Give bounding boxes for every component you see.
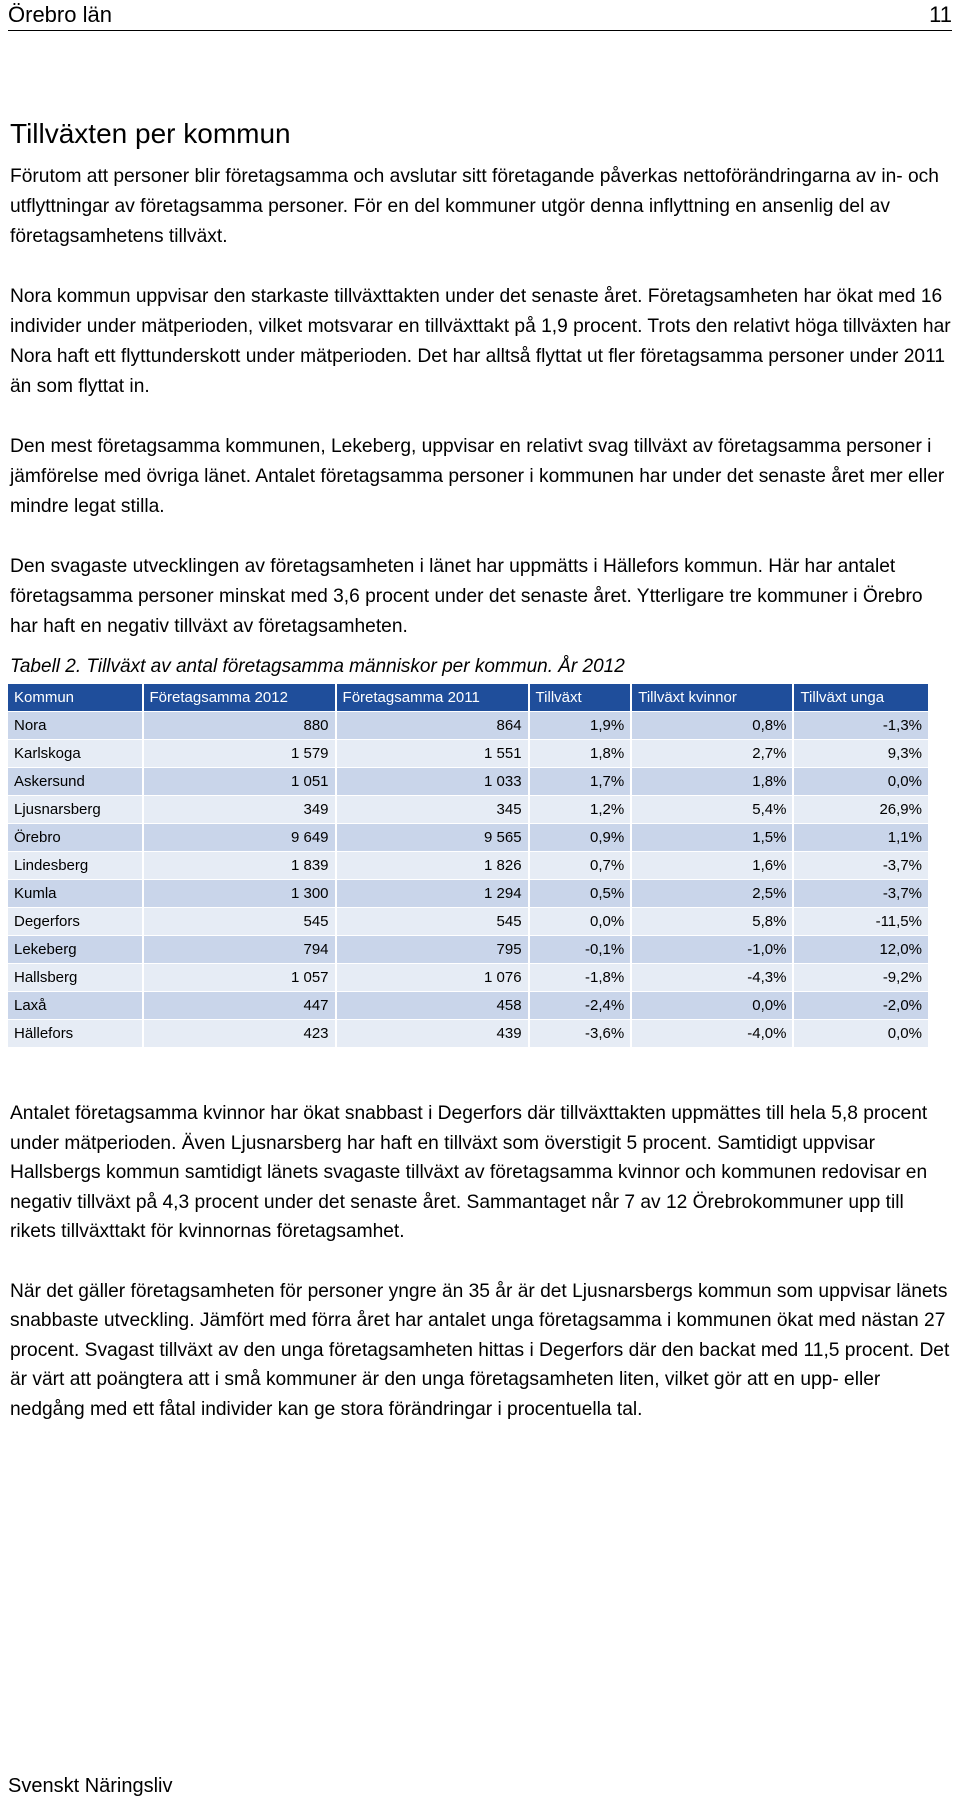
value-cell: 1 033 [337, 767, 530, 795]
kommun-cell: Askersund [8, 767, 144, 795]
value-cell: 1,7% [530, 767, 633, 795]
value-cell: 1,2% [530, 795, 633, 823]
kommun-cell: Lekeberg [8, 935, 144, 963]
paragraph: När det gäller företagsamheten för personer yngre än 35 år är det Ljusnarsbergs kommun som uppvisar länets snabbaste utveckling. Jämfört med förra året har antalet unga företagsamma i kommunen ökat med nästan 27 procent. Svagast tillväxt av den unga företagsamheten hittas i Degerfors där den backat med 11,5 procent. Det är värt att poängtera att i små kommuner är den unga företagsamheten liten, vilket gör att en upp- eller nedgång med ett fåtal individer kan ge stora förändringar i procentuella tal. [10, 1280, 950, 1420]
paragraph: Den mest företagsamma kommunen, Lekeberg, uppvisar en relativt svag tillväxt av företagsamma personer i jämförelse med övriga länet. Antalet företagsamma personer i kommunen har under det senaste året mer eller mindre legat stilla. [10, 436, 945, 518]
table-caption: Tabell 2. Tillväxt av antal företagsamma människor per kommun. År 2012 [10, 656, 625, 678]
value-cell: -11,5% [794, 907, 930, 935]
value-cell: 345 [337, 795, 530, 823]
value-cell: -1,0% [632, 935, 794, 963]
page-number: 11 [929, 2, 952, 27]
value-cell: 1,5% [632, 823, 794, 851]
table-row [8, 823, 930, 851]
kommun-cell: Laxå [8, 991, 144, 1019]
analysis-text [10, 1099, 952, 1424]
value-cell: 1 076 [337, 963, 530, 991]
kommun-cell: Ljusnarsberg [8, 795, 144, 823]
table-row [8, 935, 930, 963]
value-cell: 423 [144, 1019, 337, 1047]
growth-table [8, 684, 930, 1047]
value-cell: 545 [337, 907, 530, 935]
value-cell: 0,0% [794, 1019, 930, 1047]
table-row [8, 851, 930, 879]
value-cell: -0,1% [530, 935, 633, 963]
value-cell: 9 565 [337, 823, 530, 851]
value-cell: 0,5% [530, 879, 633, 907]
table-row [8, 739, 930, 767]
table-row [8, 991, 930, 1019]
value-cell: -3,6% [530, 1019, 633, 1047]
table-row [8, 907, 930, 935]
table-row [8, 711, 930, 739]
region-title: Örebro län [8, 2, 112, 27]
kommun-cell: Örebro [8, 823, 144, 851]
value-cell: 1,8% [530, 739, 633, 767]
value-cell: 1,9% [530, 711, 633, 739]
page-header [8, 2, 952, 31]
value-cell: 1 839 [144, 851, 337, 879]
value-cell: 12,0% [794, 935, 930, 963]
table-row [8, 767, 930, 795]
value-cell: 26,9% [794, 795, 930, 823]
value-cell: 1 551 [337, 739, 530, 767]
value-cell: 5,4% [632, 795, 794, 823]
kommun-cell: Kumla [8, 879, 144, 907]
value-cell: 0,7% [530, 851, 633, 879]
table-body [8, 711, 930, 1047]
value-cell: 439 [337, 1019, 530, 1047]
table-row [8, 795, 930, 823]
kommun-cell: Degerfors [8, 907, 144, 935]
value-cell: 2,7% [632, 739, 794, 767]
kommun-cell: Lindesberg [8, 851, 144, 879]
paragraph: Antalet företagsamma kvinnor har ökat snabbast i Degerfors där tillväxttakten uppmättes till hela 5,8 procent under mätperioden. Även Ljusnarsberg har haft en tillväxt som överstigit 5 procent. Samtidigt uppvisar Hallsbergs kommun samtidigt länets svagaste tillväxt av företagsamma kvinnor och kommunen redovisar en negativ tillväxt på 4,3 procent under det senaste året. Sammantaget når 7 av 12 Örebrokommuner upp till rikets tillväxttakt för kvinnornas företagsamhet. [10, 1103, 928, 1243]
value-cell: 1 826 [337, 851, 530, 879]
value-cell: -2,0% [794, 991, 930, 1019]
value-cell: 1 300 [144, 879, 337, 907]
value-cell: 0,0% [794, 767, 930, 795]
value-cell: 349 [144, 795, 337, 823]
value-cell: 2,5% [632, 879, 794, 907]
value-cell: 1,1% [794, 823, 930, 851]
value-cell: 0,0% [632, 991, 794, 1019]
value-cell: 1 294 [337, 879, 530, 907]
value-cell: 880 [144, 711, 337, 739]
column-header: Företagsamma 2012 [144, 684, 337, 711]
value-cell: -9,2% [794, 963, 930, 991]
table-row [8, 963, 930, 991]
section-heading: Tillväxten per kommun [10, 118, 291, 149]
value-cell: 1,6% [632, 851, 794, 879]
paragraph: Den svagaste utvecklingen av företagsamheten i länet har uppmätts i Hällefors kommun. Här har antalet företagsamma personer minskat med 3,6 procent under det senaste året. Ytterligare tre kommuner i Örebro har haft en negativ tillväxt av företagsamheten. [10, 556, 923, 638]
value-cell: 0,8% [632, 711, 794, 739]
value-cell: -4,0% [632, 1019, 794, 1047]
column-header: Kommun [8, 684, 144, 711]
value-cell: -4,3% [632, 963, 794, 991]
value-cell: 5,8% [632, 907, 794, 935]
value-cell: 545 [144, 907, 337, 935]
main-content [10, 108, 952, 1454]
value-cell: 1 057 [144, 963, 337, 991]
value-cell: 1 579 [144, 739, 337, 767]
kommun-cell: Hallsberg [8, 963, 144, 991]
value-cell: 447 [144, 991, 337, 1019]
value-cell: 0,9% [530, 823, 633, 851]
value-cell: -1,3% [794, 711, 930, 739]
value-cell: 9 649 [144, 823, 337, 851]
value-cell: -2,4% [530, 991, 633, 1019]
value-cell: -3,7% [794, 851, 930, 879]
value-cell: -1,8% [530, 963, 633, 991]
paragraph: Nora kommun uppvisar den starkaste tillväxttakten under det senaste året. Företagsamheten har ökat med 16 individer under mätperioden, vilket motsvarar en tillväxttakt på 1,9 procent. Trots den relativt höga tillväxten har Nora haft ett flyttunderskott under mätperioden. Det har alltså flyttat ut fler företagsamma personer under 2011 än som flyttat in. [10, 286, 951, 398]
kommun-cell: Nora [8, 711, 144, 739]
table-row [8, 1019, 930, 1047]
kommun-cell: Hällefors [8, 1019, 144, 1047]
value-cell: 864 [337, 711, 530, 739]
value-cell: 794 [144, 935, 337, 963]
page-footer: Svenskt Näringsliv [8, 1775, 173, 1797]
value-cell: 1 051 [144, 767, 337, 795]
column-header: Företagsamma 2011 [337, 684, 530, 711]
value-cell: 9,3% [794, 739, 930, 767]
value-cell: 0,0% [530, 907, 633, 935]
column-header: Tillväxt unga [794, 684, 930, 711]
column-header: Tillväxt kvinnor [632, 684, 794, 711]
table-header-row [8, 684, 930, 711]
value-cell: 795 [337, 935, 530, 963]
table-row [8, 879, 930, 907]
paragraph: Förutom att personer blir företagsamma och avslutar sitt företagande påverkas nettoförändringarna av in- och utflyttningar av företagsamma personer. För en del kommuner utgör denna inflyttning en ansenlig del av företagsamhetens tillväxt. [10, 166, 939, 248]
value-cell: 1,8% [632, 767, 794, 795]
kommun-cell: Karlskoga [8, 739, 144, 767]
value-cell: -3,7% [794, 879, 930, 907]
column-header: Tillväxt [530, 684, 633, 711]
value-cell: 458 [337, 991, 530, 1019]
